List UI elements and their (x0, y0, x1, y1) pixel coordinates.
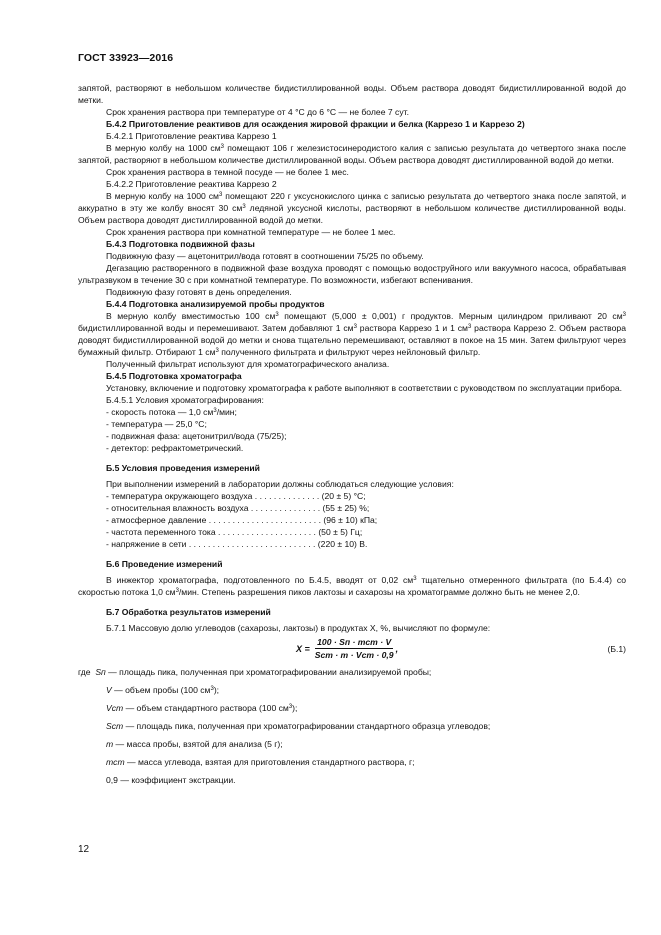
paragraph: Срок хранения раствора в темной посуде — не более 1 мес. (106, 167, 349, 177)
paragraph: Б.7.1 Массовую долю углеводов (сахарозы, лактозы) в продуктах X, %, вычисляют по формуле: (106, 623, 491, 633)
paragraph: В мерную колбу на 1000 $см^3$ помещают 220 г уксуснокислого цинка с записью результата до четвертого знака после запятой, и аккуратно в эту же колбу вносят 30 $см^3$ ледяной уксусной кислоты, растворяют в небольшом количестве дистиллированной воды. Объем раствора доводят дистиллированной водой до метки. (78, 191, 627, 225)
legend-item: Sст — площадь пика, полученная при хроматографировании стандартного образца углеводов; (106, 721, 491, 731)
paragraph: Полученный фильтрат используют для хроматографического анализа. (106, 359, 390, 369)
legend-item: где Sп — площадь пика, полученная при хроматографировании анализируемой пробы; (78, 667, 432, 677)
list-item: - относительная влажность воздуха . . . . . . . . . . . . . . . (55 ± 25) %; (106, 503, 370, 513)
paragraph: Срок хранения раствора при температуре от 4 °С до 6 °С — не более 7 сут. (106, 107, 409, 117)
formula (78, 636, 626, 662)
legend-item: m — масса пробы, взятой для анализа (5 г); (106, 739, 283, 749)
document-page (78, 52, 626, 792)
list-item: - температура — 25,0 °С; (106, 419, 207, 429)
legend-item: 0,9 — коэффициент экстракции. (106, 775, 236, 785)
paragraph: Подвижную фазу готовят в день определения. (106, 287, 292, 297)
legend-item: V — объем пробы (100 $см^3$); (106, 685, 220, 695)
section-heading-b5: Б.5 Условия проведения измерений (106, 463, 260, 473)
formula-lhs: X = (296, 643, 310, 654)
section-heading-b42: Б.4.2 Приготовление реактивов для осаждения жировой фракции и белка (Каррезо 1 и Каррезо 2) (106, 119, 525, 129)
paragraph: Б.4.5.1 Условия хроматографирования: (106, 395, 264, 405)
paragraph: В мерную колбу вместимостью 100 $см^3$ помещают (5,000 ± 0,001) г продуктов. Мерным цилиндром приливают 20 $см^3$ бидистиллированной воды и перемешивают. Затем добавляют 1 $см^3$ раствора Каррезо 1 и 1 $см^3$ раствора Каррезо 2. Объем раствора доводят бидистиллированной водой до метки и снова тщательно перемешивают, оставляют в покое на 15 мин. Затем фильтруют через бумажный фильтр. Отбирают 1 $см^3$ полученного фильтрата и фильтруют через нейлоновый фильтр. (78, 311, 626, 357)
formula-legend (78, 666, 626, 786)
paragraph: Б.4.2.2 Приготовление реактива Каррезо 2 (106, 179, 277, 189)
legend-item: mст — масса углевода, взятая для приготовления стандартного раствора, г; (106, 757, 415, 767)
formula-fraction (313, 636, 396, 661)
formula-numerator: 100 · Sп · mст · V (317, 637, 392, 647)
section-heading-b44: Б.4.4 Подготовка анализируемой пробы продуктов (106, 299, 325, 309)
formula-tail: , (395, 643, 399, 654)
list-item: - температура окружающего воздуха . . . . . . . . . . . . . . (20 ± 5) °С; (106, 491, 366, 501)
paragraph: В инжектор хроматографа, подготовленного по Б.4.5, вводят от 0,02 $см^3$ тщательно отмеренного фильтрата (по Б.4.4) со скоростью потока 1,0 $см^3$/мин. Степень разрешения пиков лактозы и сахарозы на хроматограмме должно быть не менее 2,0. (78, 575, 626, 597)
list-item: - подвижная фаза: ацетонитрил/вода (75/25); (106, 431, 287, 441)
formula-number: (Б.1) (607, 644, 626, 654)
section-heading-b7: Б.7 Обработка результатов измерений (106, 607, 271, 617)
paragraph: В мерную колбу на 1000 $см^3$ помещают 106 г железистосинеродистого калия с записью результата до четвертого знака после запятой, растворяют в небольшом количестве дистиллированной воды. Объем раствора доводят дистиллированной водой до метки. (78, 143, 626, 165)
paragraph: Б.4.2.1 Приготовление реактива Каррезо 1 (106, 131, 277, 141)
formula-expression (296, 636, 398, 661)
page-number: 12 (78, 844, 90, 855)
paragraph: Подвижную фазу — ацетонитрил/вода готовят в соотношении 75/25 по объему. (106, 251, 424, 261)
paragraph: При выполнении измерений в лаборатории должны соблюдаться следующие условия: (106, 479, 454, 489)
formula-denominator: Sст · m · Vст · 0,9 (314, 650, 394, 660)
section-heading-b45: Б.4.5 Подготовка хроматографа (106, 371, 242, 381)
list-item: - детектор: рефрактометрический. (106, 443, 244, 453)
section-heading-b43: Б.4.3 Подготовка подвижной фазы (106, 239, 255, 249)
paragraph: Установку, включение и подготовку хроматографа к работе выполняют в соответствии с руководством по эксплуатации прибора. (106, 383, 623, 393)
list-item: - частота переменного тока . . . . . . . . . . . . . . . . . . . . . (50 ± 5) Гц; (106, 527, 363, 537)
list-item: - напряжение в сети . . . . . . . . . . . . . . . . . . . . . . . . . . . (220 ± 10) В. (106, 539, 368, 549)
list-item: - атмосферное давление . . . . . . . . . . . . . . . . . . . . . . . . (96 ± 10) кПа; (106, 515, 378, 525)
paragraph: Срок хранения раствора при комнатной температуре — не более 1 мес. (106, 227, 396, 237)
paragraph: Дегазацию растворенного в подвижной фазе воздуха проводят с помощью водоструйного или вакуумного насоса, обрабатывая ультразвуком в течение 30 с при комнатной температуре. По возможности, избегают вспенивания. (78, 263, 626, 285)
legend-item: Vст — объем стандартного раствора (100 $см^3$); (106, 703, 298, 713)
document-header: ГОСТ 33923—2016 (78, 52, 174, 64)
list-item: - скорость потока — 1,0 $см^3$/мин; (106, 407, 237, 417)
section-heading-b6: Б.6 Проведение измерений (106, 559, 223, 569)
paragraph: запятой, растворяют в небольшом количестве бидистиллированной воды. Объем раствора доводят бидистиллированной водой до метки. (78, 83, 626, 105)
